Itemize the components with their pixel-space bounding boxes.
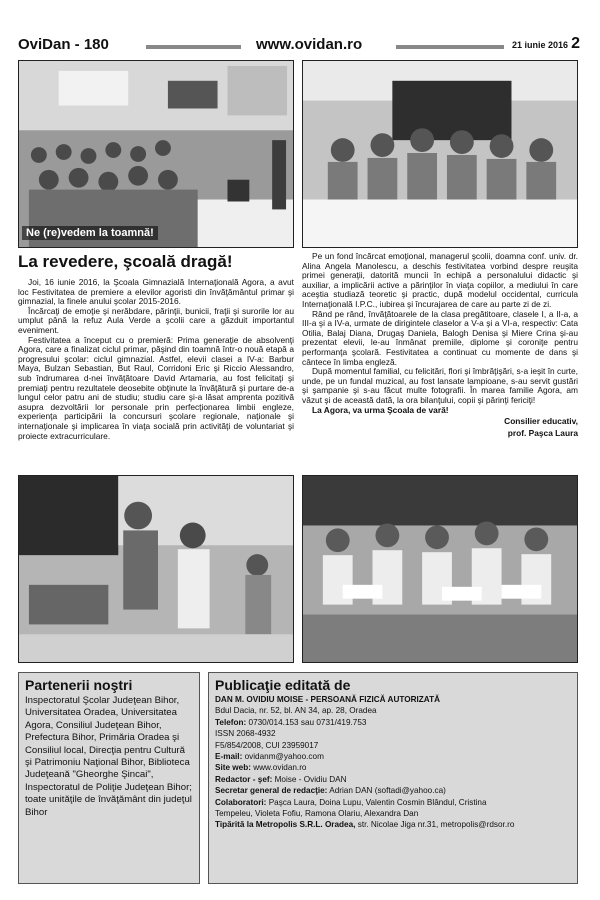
article-closing: La Agora, va urma Şcoala de vară! (312, 404, 449, 415)
article-column-2 (302, 252, 578, 470)
photo-caption: Ne (re)vedem la toamnă! (22, 226, 158, 240)
issue-number: OviDan - 180 (18, 36, 109, 53)
article-title: La revedere, şcoală dragă! (18, 252, 233, 271)
article-paragraph: Rând pe rând, învăţătoarele de la clasa pregătitoare, clasele I, a II-a, a III-a şi a IV-a, urmate de dirigintele claselor a V-a şi a VI-a, respectiv: Cata Otilia, Balaj Diana, Drugaş Daniela, Balogh Denisa şi Miere Crina şi-au prezentat elevii, le-au înmânat premiile, diplome şi coroniţe pentru performanţa şcolară. Festivitatea a continuat cu momente de dans şi cântece în limba engleză. (302, 308, 578, 367)
photo-children-diplomas (302, 475, 578, 663)
article-paragraph: Pe un fond încărcat emoţional, managerul şcolii, doamna conf. univ. dr. Alina Angela Manolescu, a deschis festivitatea vorbind despre reuşita primei generaţii, datorită muncii în echipă a personalului didactic şi auxiliar, a implicării active a părinţilor în viaţa copiilor, a mediului în care aceştia studiază teoretic şi practic, după modelul occidental, curricula Internaţională I.P.C., iubirea şi încurajarea de care au parte zi de zi. (302, 251, 578, 309)
issue-date: 21 iunie 2016 (512, 40, 569, 50)
publisher-name: DAN M. OVIDIU MOISE - PERSOANĂ FIZICĂ AUTORIZATĂ (215, 695, 441, 704)
signature-name: prof. Paşca Laura (507, 427, 578, 438)
collaborators-label: Colaboratori: (215, 797, 267, 807)
signature-role: Consilier educativ, (504, 416, 578, 427)
photo-teachers-table (302, 60, 578, 248)
email-label: E-mail: (215, 752, 243, 762)
secretary-label: Secretar general de redacţie: (215, 786, 328, 796)
secretary-name: Adrian DAN (softadi@yahoo.ca) (329, 786, 446, 796)
email-link[interactable]: ovidanm@yahoo.com (244, 752, 324, 762)
partners-list: Inspectoratul Şcolar Judeţean Bihor, Universitatea Oradea, Universitatea Agora, Consiliul Judeţean Bihor, Prefectura Bihor, Primăria Oradea şi Consiliul local, Direcţia pentru Cultură şi Patrimoniu Naţional Bihor, Biblioteca Judeţeană "Gheorghe Şincai", Inspectoratul de Poliţie Judeţean Bihor; toate unităţile de învăţământ din judeţul Bihor (25, 695, 192, 818)
web-label: Site web: (215, 763, 251, 773)
page-number: 2 (571, 35, 580, 52)
publication-box (208, 672, 578, 884)
printer-address: str. Nicolae Jiga nr.31, metropolis@rdsor.ro (357, 820, 515, 830)
article-paragraph: Joi, 16 iunie 2016, la Şcoala Gimnazială Internaţională Agora, a avut loc Festivitatea de premiere a elevilor agoristi din învăţământul primar şi gimnazial, la finele anului şcolar 2015-2016. (18, 277, 294, 307)
web-link[interactable]: www.ovidan.ro (253, 763, 307, 773)
page-header (18, 36, 580, 56)
header-rule (396, 45, 504, 49)
article-paragraph: După momentul familial, cu felicitări, flori şi îmbrăţişări, s-a ieşit în curte, unde, pe un fundal muzical, au fost lansate lampioane, s-au servit gustări şi şampanie şi s-au făcut multe fotografii. În marea familie Agora, am văzut şi de această dată, la ora bilanţului, copii şi părinţi fericiţi! (302, 366, 578, 405)
partners-box (18, 672, 200, 884)
article-column-1 (18, 278, 294, 468)
photo-audience-hall (18, 60, 294, 248)
registration: F5/854/2008, CUI 23959017 (215, 740, 319, 750)
publication-title: Publicaţie editată de (215, 677, 351, 693)
photo-award-ceremony (18, 475, 294, 663)
collaborators-line-1: Paşca Laura, Doina Lupu, Valentin Cosmin Blândul, Cristina (268, 797, 487, 807)
site-url[interactable]: www.ovidan.ro (256, 36, 363, 53)
publisher-address: Bdul Dacia, nr. 52, bl. AN 34, ap. 28, Oradea (215, 706, 377, 716)
phone-label: Telefon: (215, 717, 247, 727)
collaborators-line-2: Tempeleu, Violeta Fofiu, Ramona Olariu, Alexandra Dan (215, 809, 419, 819)
editor-name: Moise - Ovidiu DAN (274, 774, 347, 784)
partners-title: Partenerii noştri (25, 677, 133, 693)
article-paragraph: Festivitatea a început cu o premieră: Prima generaţie de absolvenţi Agora, care a finalizat ciclul primar, păşind din toamnă într-o nouă etapă a progresului şcolar: ciclul gimnazial. Astfel, elevii clasei a IV-a: Barbur Maya, Bulzan Sebastian, But Raul, Corridoni Eric şi Riccio Alessandro, sub îndrumarea d-nei învăţătoare David Artamaria, au fost felicitaţi şi premiaţi pentru rezultatele deosebite obţinute la învăţătură şi purtare de-a lungul celor patru ani de studiu; studiu care şi-a lăsat amprenta pozitivă asupra dezvoltării lor personale prin perfecţionarea limbii engleze, experienţa participării la concursuri şcolare regionale, naţionale şi internaţionale şi implicarea în viaţa socială prin activităţi de voluntariat şi proiecte extracurriculare. (18, 334, 294, 441)
article-paragraph: Încărcaţi de emoţie şi nerăbdare, părinţii, bunicii, fraţii şi surorile lor au umplut până la refuz Aula Verde a şcolii care a găzduit importantul eveniment. (18, 305, 294, 335)
phone-value: 0730/014.153 sau 0731/419.753 (248, 717, 367, 727)
printer-label: Tipărită la Metropolis S.R.L. Oradea, (215, 820, 356, 830)
header-rule (146, 45, 241, 49)
issn: ISSN 2068-4932 (215, 729, 276, 739)
editor-label: Redactor - şef: (215, 774, 273, 784)
